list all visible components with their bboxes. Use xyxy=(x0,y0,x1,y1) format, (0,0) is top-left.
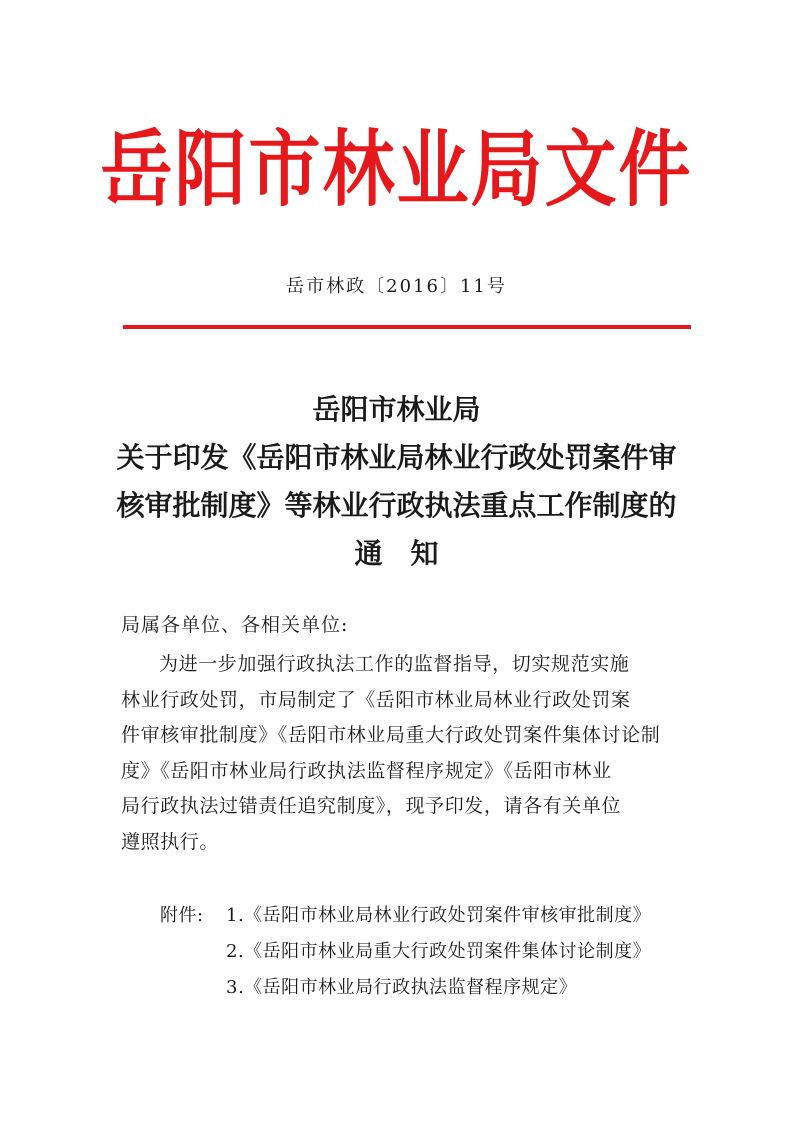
notice-title-line-1: 岳阳市林业局 xyxy=(312,393,481,426)
document-header-title: 岳阳市林业局文件 xyxy=(100,121,693,218)
paragraph-line: 度》《岳阳市林业局行政执法监督程序规定》《岳阳市林业 xyxy=(121,759,612,782)
notice-title-line-3: 核审批制度》等林业行政执法重点工作制度的 xyxy=(116,489,677,522)
notice-title-line-2: 关于印发《岳阳市林业局林业行政处罚案件审 xyxy=(116,441,677,474)
salutation: 局属各单位、各相关单位: xyxy=(121,614,349,636)
notice-title xyxy=(0,386,793,578)
paragraph-line: 件审核审批制度》《岳阳市林业局重大行政处罚案件集体讨论制 xyxy=(121,724,661,746)
notice-title-line-4: 通 知 xyxy=(354,537,439,570)
attachment-item: 3.《岳阳市林业局行政执法监督程序规定》 xyxy=(226,977,578,998)
attachment-label: 附件: xyxy=(160,905,204,926)
paragraph-line: 局行政执法过错责任追究制度》，现予印发，请各有关单位 xyxy=(121,795,622,817)
document-number: 岳市林政〔2016〕11号 xyxy=(286,276,507,297)
attachment-item: 2.《岳阳市林业局重大行政处罚案件集体讨论制度》 xyxy=(226,941,652,962)
red-divider-rule xyxy=(123,325,691,329)
body-paragraph xyxy=(121,647,681,860)
paragraph-line: 遵照执行。 xyxy=(121,830,220,853)
attachment-item: 1.《岳阳市林业局林业行政处罚案件审核审批制度》 xyxy=(226,905,652,926)
paragraph-line: 为进一步加强行政执法工作的监督指导，切实规范实施 xyxy=(159,653,630,675)
paragraph-line: 林业行政处罚，市局制定了《岳阳市林业局林业行政处罚案 xyxy=(121,688,631,711)
